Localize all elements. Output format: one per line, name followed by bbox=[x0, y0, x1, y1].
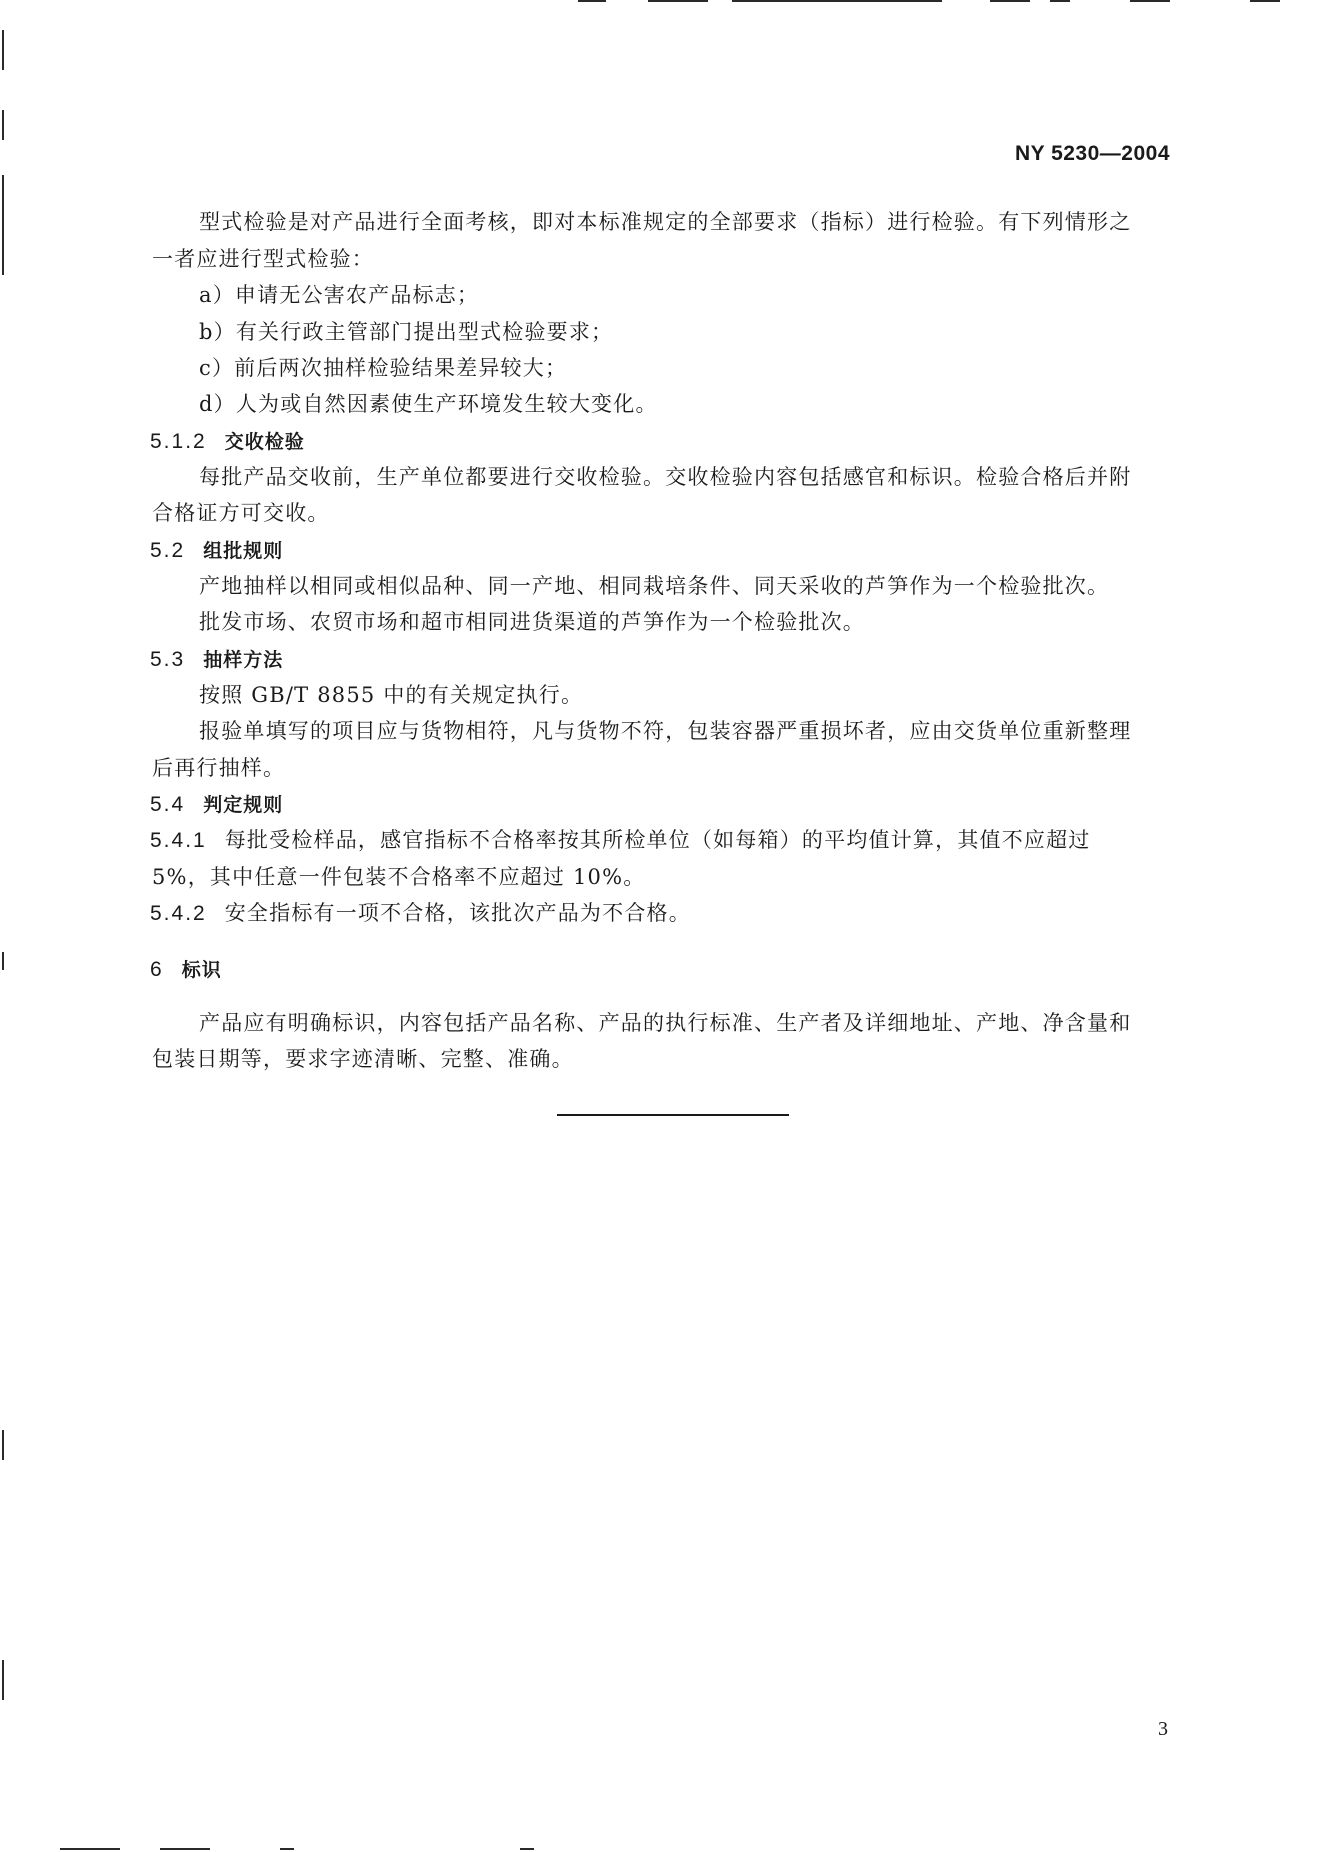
paragraph-line: 每批产品交收前，生产单位都要进行交收检验。交收检验内容包括感官和标识。检验合格后并附 bbox=[199, 465, 1132, 489]
section-number: 6 bbox=[150, 958, 164, 981]
scan-artifact-top bbox=[648, 0, 708, 2]
paragraph-line: 5%，其中任意一件包装不合格率不应超过 10%。 bbox=[152, 865, 646, 889]
paragraph-line: 按照 GB/T 8855 中的有关规定执行。 bbox=[199, 683, 584, 707]
paragraph-line: 包装日期等，要求字迹清晰、完整、准确。 bbox=[152, 1047, 574, 1071]
end-of-document-rule bbox=[557, 1114, 789, 1116]
paragraph-line: 后再行抽样。 bbox=[152, 756, 286, 780]
intro-line: 一者应进行型式检验： bbox=[152, 247, 374, 271]
section-title: 判定规则 bbox=[203, 794, 284, 816]
page-number: 3 bbox=[1158, 1718, 1168, 1740]
section-heading bbox=[150, 429, 305, 454]
paragraph-line: 产地抽样以相同或相似品种、同一产地、相同栽培条件、同天采收的芦笋作为一个检验批次。 bbox=[199, 574, 1110, 598]
scan-artifact-left bbox=[2, 952, 4, 970]
clause-number: 5.4.2 bbox=[150, 902, 207, 925]
paragraph-line: 报验单填写的项目应与货物相符，凡与货物不符，包装容器严重损坏者，应由交货单位重新整理 bbox=[199, 719, 1132, 743]
list-item: a）申请无公害农产品标志； bbox=[199, 283, 480, 307]
scan-artifact-bottom bbox=[280, 1848, 294, 1850]
section-heading bbox=[150, 647, 283, 672]
clause-text: 安全指标有一项不合格，该批次产品为不合格。 bbox=[224, 901, 691, 925]
list-item: d）人为或自然因素使生产环境发生较大变化。 bbox=[199, 392, 658, 416]
scan-artifact-top bbox=[732, 0, 942, 2]
paragraph-line: 合格证方可交收。 bbox=[152, 501, 330, 525]
section-heading bbox=[150, 957, 222, 982]
scan-artifact-left bbox=[2, 1430, 4, 1460]
section-title: 交收检验 bbox=[224, 431, 305, 453]
section-title: 组批规则 bbox=[203, 540, 284, 562]
scan-artifact-left bbox=[2, 30, 4, 70]
intro-line: 型式检验是对产品进行全面考核，即对本标准规定的全部要求（指标）进行检验。有下列情形之 bbox=[199, 210, 1132, 234]
clause-line bbox=[150, 901, 691, 926]
section-number: 5.4 bbox=[150, 793, 186, 816]
clause-text: 每批受检样品，感官指标不合格率按其所检单位（如每箱）的平均值计算，其值不应超过 bbox=[224, 828, 1091, 852]
paragraph-line: 批发市场、农贸市场和超市相同进货渠道的芦笋作为一个检验批次。 bbox=[199, 610, 865, 634]
section-heading bbox=[150, 538, 283, 563]
section-number: 5.3 bbox=[150, 648, 186, 671]
list-item: b）有关行政主管部门提出型式检验要求； bbox=[199, 320, 614, 344]
clause-number: 5.4.1 bbox=[150, 829, 207, 852]
scan-artifact-left bbox=[2, 110, 4, 140]
scan-artifact-left bbox=[2, 1660, 4, 1700]
scan-artifact-top bbox=[578, 0, 606, 2]
section-title: 抽样方法 bbox=[203, 649, 284, 671]
paragraph-line: 产品应有明确标识，内容包括产品名称、产品的执行标准、生产者及详细地址、产地、净含量和 bbox=[199, 1011, 1132, 1035]
section-number: 5.2 bbox=[150, 539, 186, 562]
scan-artifact-left bbox=[2, 175, 4, 275]
scan-artifact-top bbox=[990, 0, 1030, 2]
section-heading bbox=[150, 792, 283, 817]
scan-artifact-bottom bbox=[160, 1848, 210, 1850]
section-number: 5.1.2 bbox=[150, 430, 207, 453]
clause-line bbox=[150, 828, 1091, 853]
standard-number: NY 5230—2004 bbox=[1014, 142, 1170, 165]
scan-artifact-bottom bbox=[520, 1848, 534, 1850]
scan-artifact-top bbox=[1050, 0, 1070, 2]
section-title: 标识 bbox=[181, 959, 222, 981]
scan-artifact-top bbox=[1250, 0, 1280, 2]
list-item: c）前后两次抽样检验结果差异较大； bbox=[199, 356, 568, 380]
scan-artifact-top bbox=[1130, 0, 1170, 2]
scan-artifact-bottom bbox=[60, 1848, 120, 1850]
